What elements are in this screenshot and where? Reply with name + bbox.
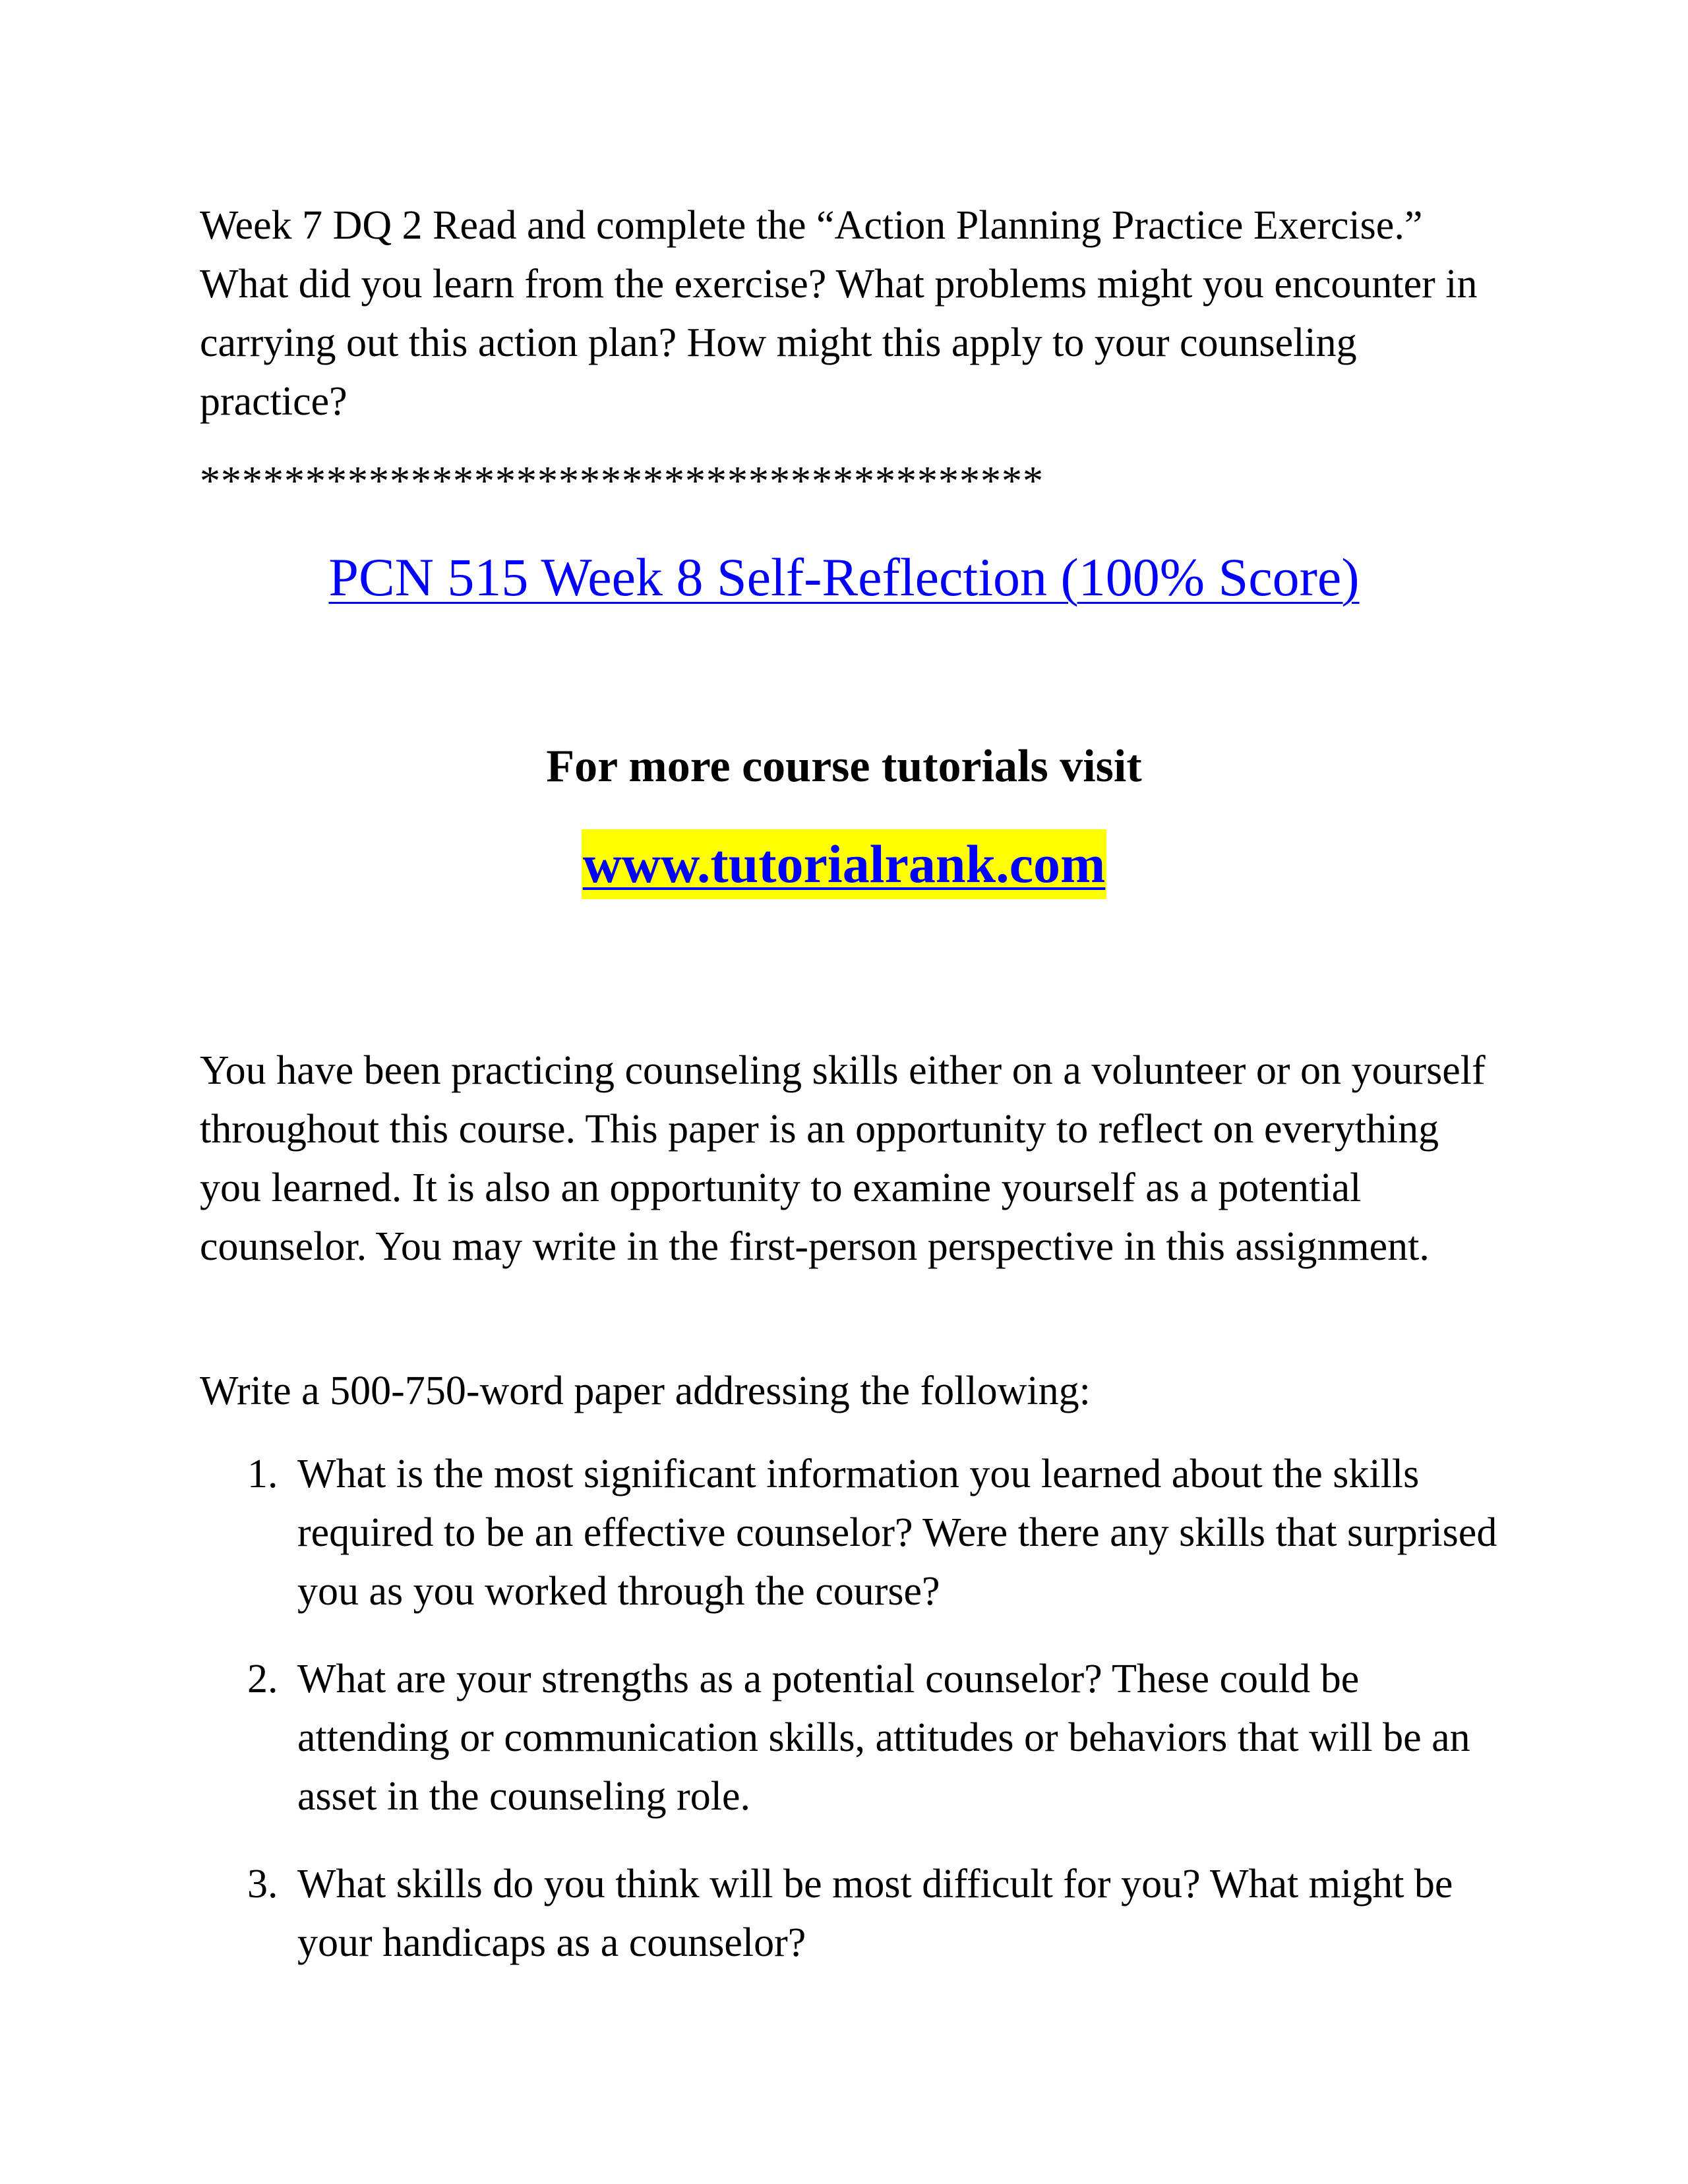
promo-url-container — [0, 829, 1688, 899]
list-item — [200, 1650, 1505, 1826]
list-item-number: 1. — [247, 1452, 278, 1496]
separator-line: **************************************** — [200, 459, 1044, 504]
list-item-number: 2. — [247, 1657, 278, 1701]
list-item-text: What is the most significant information you learned about the skills required to be an effective counselor? Were there any skills that surprised you as you worked through the course? — [297, 1452, 1497, 1614]
list-item-text: What are your strengths as a potential counselor? These could be attending or communication skills, attitudes or behaviors that will be an asset in the counseling role. — [297, 1657, 1470, 1819]
promo-heading: For more course tutorials visit — [546, 741, 1142, 792]
assignment-instructions: Write a 500-750-word paper addressing the following: — [200, 1369, 1091, 1413]
list-item — [200, 1445, 1505, 1621]
question-list — [200, 1445, 1505, 2001]
assignment-description: You have been practicing counseling skills either on a volunteer or on yourself throughout this course. This paper is an opportunity to reflect on everything you learned. It is also an opportunity to examine yourself as a potential counselor. You may write in the first-person perspective in this assignment. — [200, 1048, 1486, 1269]
list-item-number: 3. — [247, 1862, 278, 1906]
intro-text: Week 7 DQ 2 Read and complete the “Action Planning Practice Exercise.” What did you learn from the exercise? What problems might you encounter in carrying out this action plan? How might this apply to your counseling practice? — [200, 203, 1478, 424]
list-item-text: What skills do you think will be most difficult for you? What might be your handicaps as a counselor? — [297, 1862, 1453, 1965]
tutorial-site-link[interactable]: www.tutorialrank.com — [582, 829, 1107, 899]
course-title-link[interactable]: PCN 515 Week 8 Self-Reflection (100% Score) — [328, 547, 1360, 607]
list-item — [200, 1855, 1505, 1972]
